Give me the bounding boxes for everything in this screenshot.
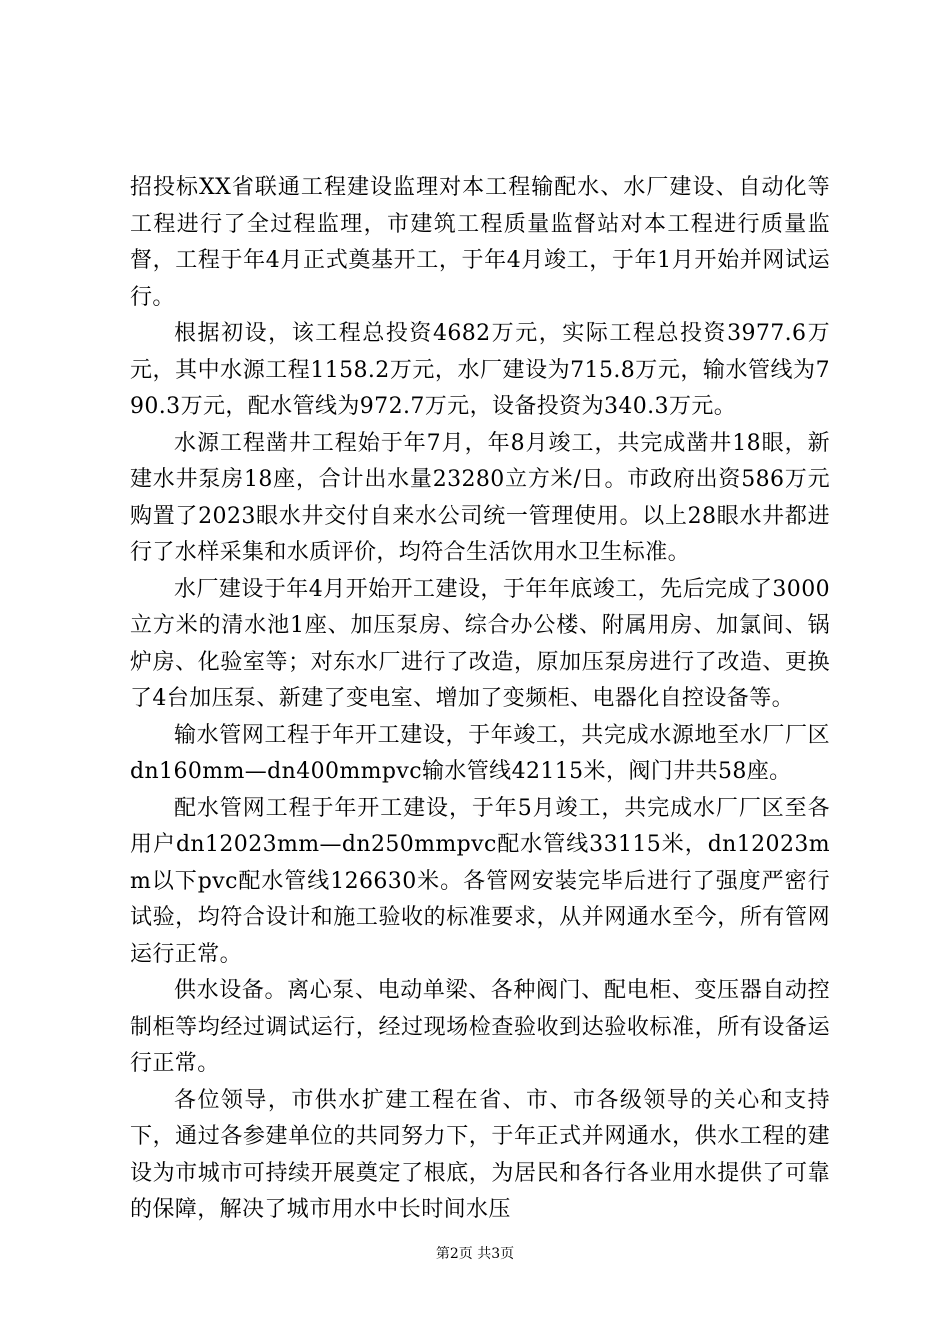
paragraph-supervision: 招投标XX省联通工程建设监理对本工程输配水、水厂建设、自动化等工程进行了全过程监理，市建筑工程质量监督站对本工程进行质量监督，工程于年4月正式奠基开工，于年4月竣工，于年1月开始并网试运行。 [130, 175, 830, 310]
paragraph-water-source: 水源工程凿井工程始于年7月，年8月竣工，共完成凿井18眼，新建水井泵房18座，合计出水量23280立方米/日。市政府出资586万元购置了2023眼水井交付自来水公司统一管理使用。以上28眼水井都进行了水样采集和水质评价，均符合生活饮用水卫生标准。 [130, 430, 830, 565]
paragraph-conclusion: 各位领导，市供水扩建工程在省、市、市各级领导的关心和支持下，通过各参建单位的共同努力下，于年正式并网通水，供水工程的建设为市城市可持续开展奠定了根底，为居民和各行各业用水提供了可靠的保障，解决了城市用水中长时间水压 [130, 1087, 830, 1222]
paragraph-transmission-pipeline: 输水管网工程于年开工建设，于年竣工，共完成水源地至水厂厂区dn160mm—dn400mmpvc输水管线42115米，阀门井共58座。 [130, 722, 830, 784]
page-number-footer: 第2页 共3页 [435, 1246, 515, 1262]
paragraph-distribution-pipeline: 配水管网工程于年开工建设，于年5月竣工，共完成水厂厂区至各用户dn12023mm—dn250mmpvc配水管线33115米，dn12023mm以下pvc配水管线126630米。各管网安装完毕后进行了强度严密行试验，均符合设计和施工验收的标准要求，从并网通水至今，所有管网运行正常。 [130, 795, 830, 967]
paragraph-investment: 根据初设，该工程总投资4682万元，实际工程总投资3977.6万元，其中水源工程1158.2万元，水厂建设为715.8万元，输水管线为790.3万元，配水管线为972.7万元，设备投资为340.3万元。 [130, 321, 830, 419]
paragraph-equipment: 供水设备。离心泵、电动单梁、各种阀门、配电柜、变压器自动控制柜等均经过调试运行，经过现场检查验收到达验收标准，所有设备运行正常。 [130, 978, 830, 1076]
document-body [130, 170, 830, 1229]
paragraph-water-plant: 水厂建设于年4月开始开工建设，于年年底竣工，先后完成了3000立方米的清水池1座、加压泵房、综合办公楼、附属用房、加氯间、锅炉房、化验室等；对东水厂进行了改造，原加压泵房进行了改造、更换了4台加压泵、新建了变电室、增加了变频柜、电器化自控设备等。 [130, 576, 830, 711]
